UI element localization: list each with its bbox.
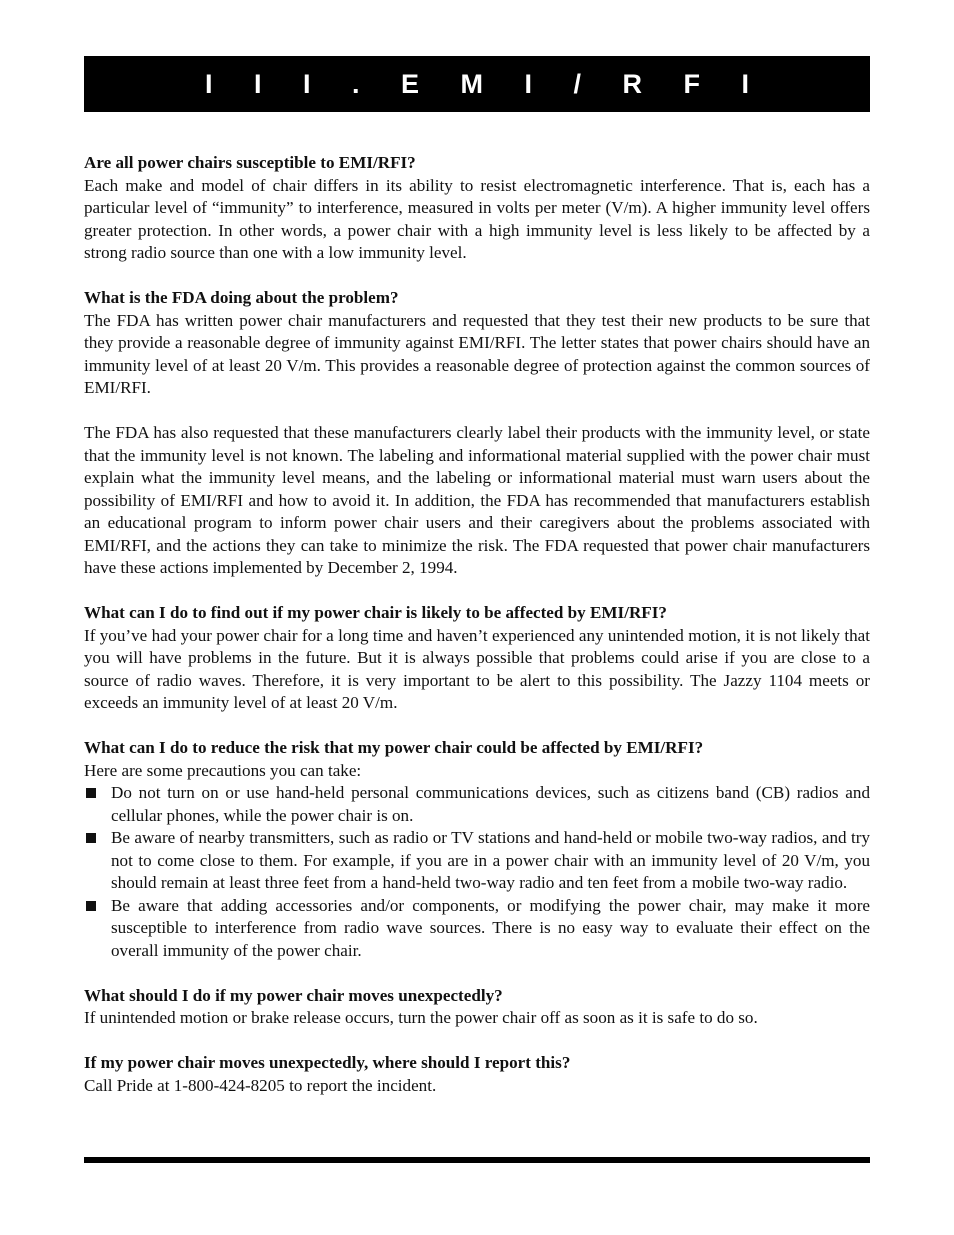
faq-question: What should I do if my power chair moves unexpectedly? — [84, 985, 503, 1005]
faq-section-find-out — [84, 602, 870, 715]
faq-section-susceptibility — [84, 152, 870, 265]
precautions-intro: Here are some precautions you can take: — [84, 760, 362, 780]
faq-question: What is the FDA doing about the problem? — [84, 288, 399, 307]
footer-divider — [84, 1157, 870, 1163]
square-bullet-icon — [86, 788, 96, 798]
list-item-text: Be aware that adding accessories and/or components, or modifying the power chair, may make it more susceptible to interference from radio wave sources. There is no easy way to evaluate their effect on the overall immunity of the power chair. — [111, 895, 870, 960]
precautions-list — [84, 782, 870, 962]
faq-answer-paragraph: The FDA has written power chair manufacturers and requested that they test their new products to be sure that they provide a reasonable degree of immunity against EMI/RFI. The letter states that power chairs should have an immunity level of at least 20 V/m. This provides a reasonable degree of protection against the common sources of EMI/RFI. — [84, 310, 870, 397]
faq-answer-paragraph: If unintended motion or brake release occurs, turn the power chair off as soon as it is safe to do so. — [84, 1008, 758, 1027]
faq-question: What can I do to reduce the risk that my power chair could be affected by EMI/RFI? — [84, 738, 704, 757]
list-item-text: Be aware of nearby transmitters, such as radio or TV stations and hand-held or mobile two-way radios, and try not to come close to them. For example, if you are in a power chair with an immunity level of 20 V/m, you should remain at least three feet from a hand-held two-way radio and ten feet from a mobile two-way radio. — [111, 828, 870, 892]
list-item — [84, 895, 870, 963]
document-body — [84, 152, 870, 1097]
section-title: I I I . E M I / R F I — [204, 68, 767, 99]
faq-answer-paragraph: Call Pride at 1-800-424-8205 to report the incident. — [84, 1075, 437, 1095]
faq-answer-paragraph: If you’ve had your power chair for a long time and haven’t experienced any unintended motion, it is not likely that you will have problems in the future. But it is always possible that problems could arise if you are close to a source of radio waves. Therefore, it is very important to be alert to this possibility. The Jazzy 1104 meets or exceeds an immunity level of at least 20 V/m. — [84, 625, 870, 712]
square-bullet-icon — [86, 901, 96, 911]
faq-answer-paragraph: The FDA has also requested that these manufacturers clearly label their products with the immunity level, or state that the immunity level is not known. The labeling and informational material supplied with the power chair must explain what the immunity level means, and the labeling or informational material must warn users about the possibility of EMI/RFI and how to avoid it. In addition, the FDA has recommended that manufacturers establish an educational program to inform power chair users and their caregivers about the problems associated with EMI/RFI, and the actions they can take to minimize the risk. The FDA requested that power chair manufacturers have these actions implemented by December 2, 1994. — [84, 423, 870, 577]
faq-section-reduce-risk — [84, 737, 870, 962]
section-title-bar — [84, 56, 870, 112]
list-item — [84, 782, 870, 827]
faq-question: What can I do to find out if my power chair is likely to be affected by EMI/RFI? — [84, 603, 667, 622]
faq-question: If my power chair moves unexpectedly, where should I report this? — [84, 1053, 571, 1072]
faq-question: Are all power chairs susceptible to EMI/RFI? — [84, 153, 416, 172]
faq-section-unexpected-motion — [84, 985, 870, 1030]
list-item-text: Do not turn on or use hand-held personal communications devices, such as citizens band (CB) radios and cellular phones, while the power chair is on. — [111, 783, 870, 825]
document-page — [84, 56, 870, 1120]
faq-section-fda — [84, 287, 870, 580]
faq-section-report — [84, 1052, 870, 1097]
faq-answer-paragraph: Each make and model of chair differs in its ability to resist electromagnetic interference. That is, each has a particular level of “immunity” to interference, measured in volts per meter (V/m). A higher immunity level offers greater protection. In other words, a power chair with a high immunity level is less likely to be affected by a strong radio source than one with a low immunity level. — [84, 175, 870, 262]
list-item — [84, 827, 870, 895]
square-bullet-icon — [86, 833, 96, 843]
